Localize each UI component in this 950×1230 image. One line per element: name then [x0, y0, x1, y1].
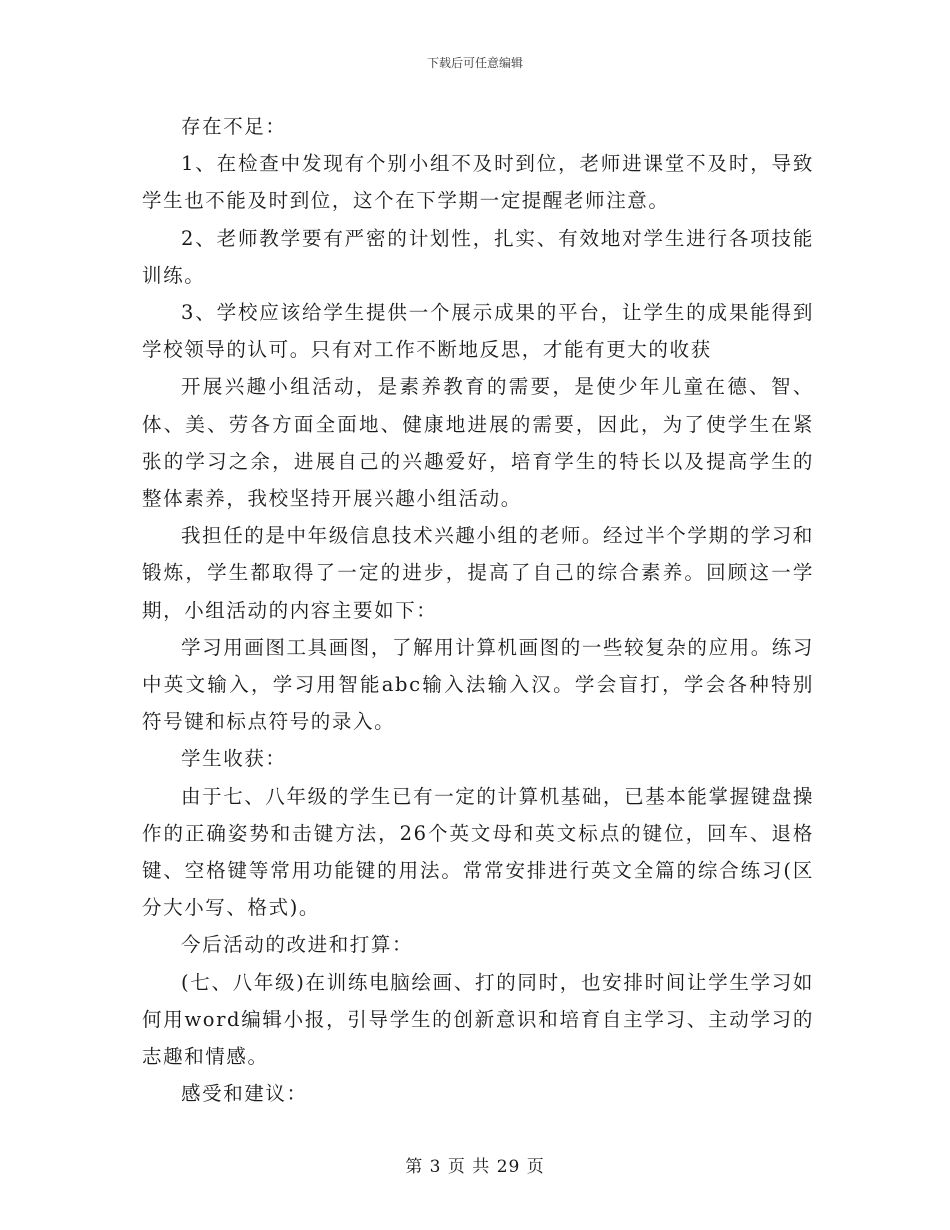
paragraph-shortcomings-heading: 存在不足： [181, 115, 287, 138]
paragraph-gains-heading: 学生收获： [181, 747, 287, 771]
footer-suffix: 页 [526, 1157, 545, 1177]
footer-page-number: 3 [429, 1157, 442, 1177]
paragraph-interest-groups: 开展兴趣小组活动，是素养教育的需要，是使少年儿童在德、智、体、美、劳各方面全面地、健康地进展的需要，因此，为了使学生在紧张的学习之余，进展自己的兴趣爱好，培育学生的特长以及提高学生的整体素养，我校坚持开展兴趣小组活动。 [142, 375, 814, 511]
page-footer [0, 1152, 950, 1177]
page-header: 下载后可任意编辑 [426, 56, 523, 70]
footer-prefix: 第 [405, 1157, 424, 1177]
paragraph-point-3: 3、学校应该给学生提供一个展示成果的平台，让学生的成果能得到学校领导的认可。只有对工作不断地反思，才能有更大的收获 [142, 301, 814, 362]
paragraph-plans: (七、八年级)在训练电脑绘画、打的同时，也安排时间让学生学习如何用word编辑小报，引导学生的创新意识和培育自主学习、主动学习的志趣和情感。 [142, 970, 814, 1069]
paragraph-plans-heading: 今后活动的改进和打算： [181, 933, 414, 957]
paragraph-feelings-heading: 感受和建议： [181, 1082, 308, 1106]
paragraph-gains: 由于七、八年级的学生已有一定的计算机基础，已基本能掌握键盘操作的正确姿势和击键方法，26个英文母和英文标点的键位，回车、退格键、空格键等常用功能键的用法。常常安排进行英文全篇的综合练习(区分大小写、格式)。 [142, 784, 815, 920]
document-body [142, 108, 814, 1112]
paragraph-activities: 学习用画图工具画图，了解用计算机画图的一些较复杂的应用。练习中英文输入，学习用智能abc输入法输入汉。学会盲打，学会各种特别符号键和标点符号的录入。 [142, 635, 815, 734]
paragraph-teacher-role: 我担任的是中年级信息技术兴趣小组的老师。经过半个学期的学习和锻炼，学生都取得了一定的进步，提高了自己的综合素养。回顾这一学期，小组活动的内容主要如下： [142, 524, 815, 622]
footer-total-pages: 29 [496, 1157, 521, 1177]
paragraph-point-1: 1、在检查中发现有个别小组不及时到位，老师进课堂不及时，导致学生也不能及时到位，这个在下学期一定提醒老师注意。 [142, 152, 814, 213]
footer-middle: 页 共 [447, 1157, 491, 1177]
paragraph-point-2: 2、老师教学要有严密的计划性，扎实、有效地对学生进行各项技能训练。 [142, 226, 814, 287]
